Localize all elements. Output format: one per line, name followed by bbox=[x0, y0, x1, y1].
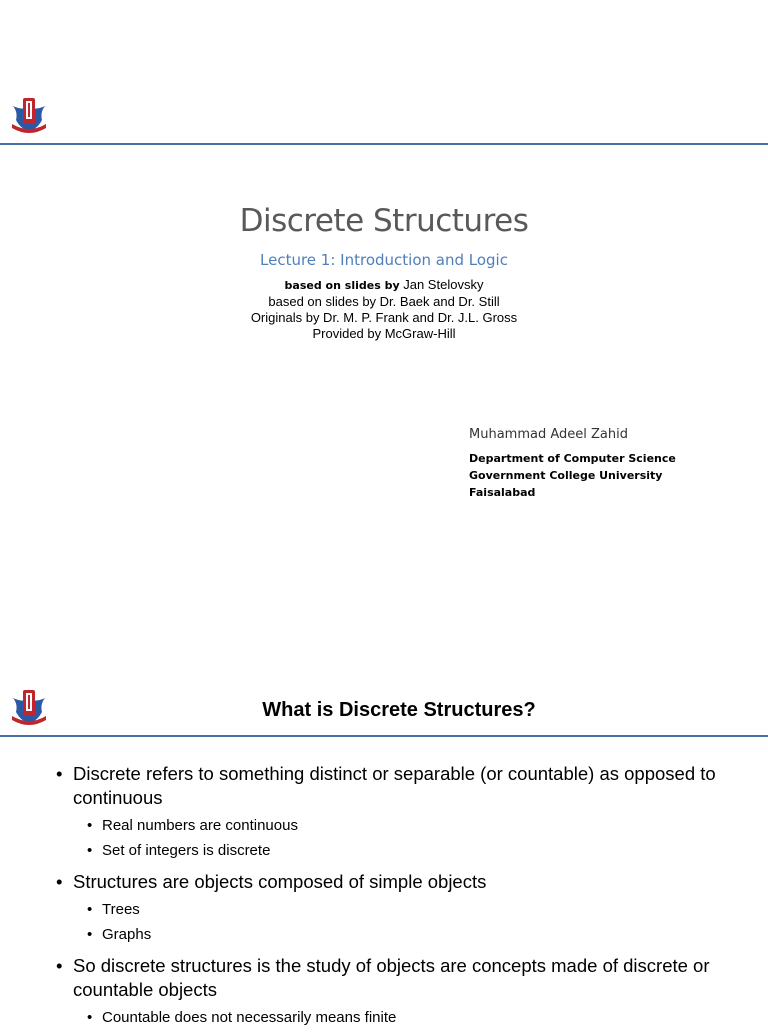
city: Faisalabad bbox=[469, 486, 536, 499]
sub-bullet-item: • Graphs bbox=[102, 925, 768, 945]
credits-line-4: Provided by McGraw-Hill bbox=[312, 326, 456, 341]
bullet-item: • Discrete refers to something distinct or separable (or countable) as opposed to continuous bbox=[73, 762, 723, 810]
university-logo-icon bbox=[10, 94, 48, 134]
bullet-item: • Structures are objects composed of simple objects bbox=[73, 870, 723, 894]
university: Government College University bbox=[469, 469, 663, 482]
slide-title: Discrete Structures bbox=[239, 203, 529, 239]
affiliation-block bbox=[469, 450, 676, 501]
credits-line-1: based on slides by Jan Stelovsky bbox=[284, 277, 484, 292]
sub-bullet-item: • Trees bbox=[102, 900, 768, 920]
credits-line-2: based on slides by Dr. Baek and Dr. Still bbox=[268, 294, 500, 309]
department: Department of Computer Science bbox=[469, 452, 676, 465]
bullet-item: • So discrete structures is the study of objects are concepts made of discrete or countable objects bbox=[73, 954, 723, 1002]
sub-bullet-item: • Set of integers is discrete bbox=[102, 841, 768, 861]
header-rule bbox=[0, 143, 768, 145]
credits-block bbox=[0, 277, 768, 342]
sub-bullet-item: • Real numbers are continuous bbox=[102, 816, 768, 836]
sub-bullet-item: • Countable does not necessarily means finite bbox=[102, 1008, 768, 1028]
author-name: Muhammad Adeel Zahid bbox=[469, 427, 628, 442]
content-slide bbox=[0, 662, 768, 1024]
header-rule bbox=[0, 735, 768, 737]
bullet-list bbox=[0, 762, 768, 1033]
slide-subtitle: Lecture 1: Introduction and Logic bbox=[260, 251, 508, 269]
slide-heading: What is Discrete Structures? bbox=[262, 699, 536, 721]
credits-line-3: Originals by Dr. M. P. Frank and Dr. J.L. Gross bbox=[250, 310, 518, 325]
